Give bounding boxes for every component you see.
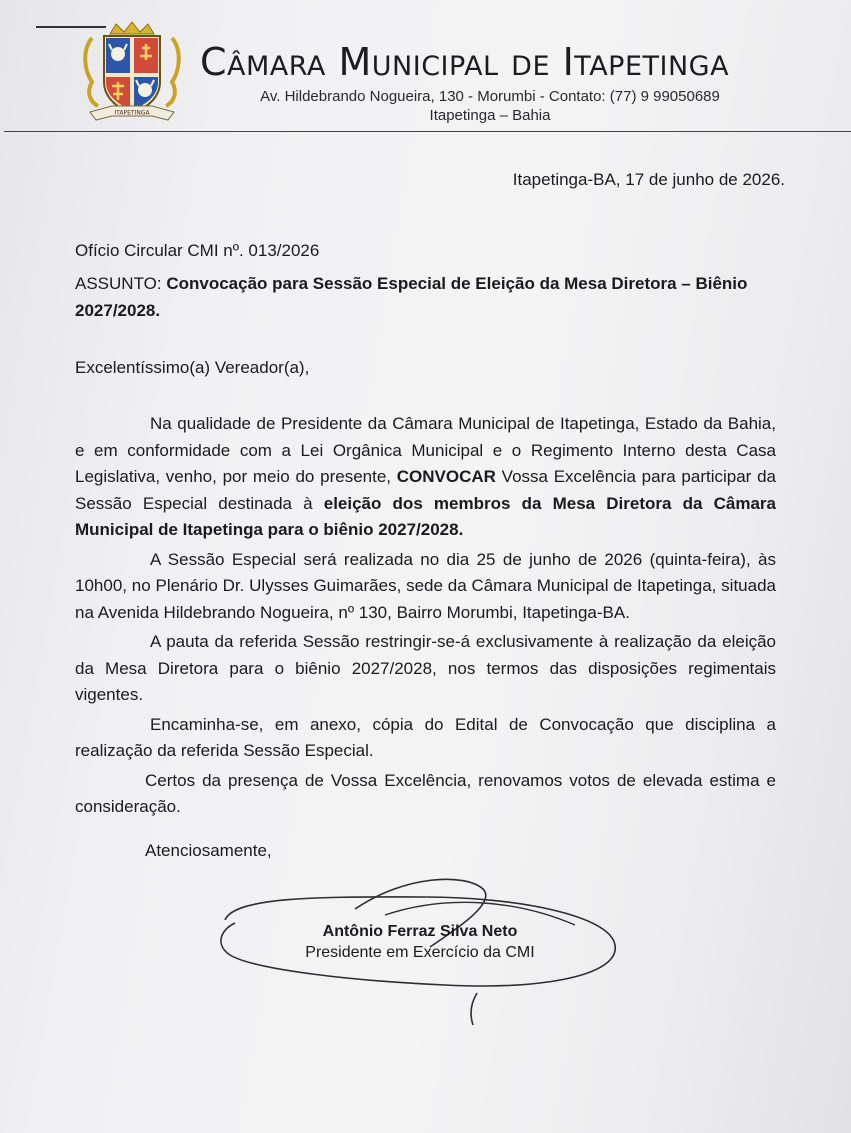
chamber-address: Av. Hildebrando Nogueira, 130 - Morumbi - Contato: (77) 9 99050689 — [260, 88, 720, 105]
paragraph-session-details: A Sessão Especial será realizada no dia 25 de junho de 2026 (quinta-feira), às 10h00, no Plenário Dr. Ulysses Guimarães, sede da Câmara Municipal de Itapetinga, situada na Avenida Hildebrando Nogueira, nº 130, Bairro Morumbi, Itapetinga-BA. — [75, 549, 776, 622]
paragraph-attachment: Encaminha-se, em anexo, cópia do Edital de Convocação que disciplina a realização da referida Sessão Especial. — [75, 714, 776, 760]
paragraph-convocation-part: Na qualidade de Presidente da Câmara Municipal de Itapetinga, Estado da Bahia, e em conformidade com a Lei Orgânica Municipal e o Regimento Interno desta Casa Legislativa, venho, por meio do presente, — [75, 414, 776, 486]
paragraph-convocation-part: Vossa Excelência para participar da Sessão Especial destinada à — [75, 467, 776, 513]
subject-text: Convocação para Sessão Especial de Eleição da Mesa Diretora – Biênio 2027/2028. — [75, 274, 748, 320]
crest-ribbon-text: ITAPETINGA — [114, 109, 150, 117]
letter-reference: Ofício Circular CMI nº. 013/2026 — [75, 241, 320, 260]
subject-label: ASSUNTO: — [75, 274, 162, 293]
header-divider — [4, 131, 851, 132]
chamber-title: Câmara Municipal de Itapetinga — [200, 40, 730, 84]
paragraph-convocation — [75, 411, 776, 544]
letter-closing: Atenciosamente, — [145, 841, 272, 860]
signatory-role: Presidente em Exercício da CMI — [305, 944, 535, 961]
convocar-emphasis: CONVOCAR — [396, 467, 496, 486]
chamber-city: Itapetinga – Bahia — [429, 107, 551, 124]
letter-subject — [75, 270, 775, 324]
paragraph-agenda: A pauta da referida Sessão restringir-se-á exclusivamente à realização da eleição da Mesa Diretora para o biênio 2027/2028, nos termos das disposições regimentais vigentes. — [75, 632, 776, 704]
letter-date: Itapetinga-BA, 17 de junho de 2026. — [512, 170, 785, 189]
letter-salutation: Excelentíssimo(a) Vereador(a), — [75, 358, 310, 377]
letter-body — [75, 411, 776, 824]
signatory-name: Antônio Ferraz Silva Neto — [322, 923, 518, 940]
municipal-crest-icon — [82, 20, 182, 126]
election-emphasis: eleição dos membros da Mesa Diretora da Câmara Municipal de Itapetinga para o biênio 2027/2028. — [75, 493, 776, 539]
paragraph-regards: Certos da presença de Vossa Excelência, renovamos votos de elevada estima e consideração. — [75, 770, 776, 816]
